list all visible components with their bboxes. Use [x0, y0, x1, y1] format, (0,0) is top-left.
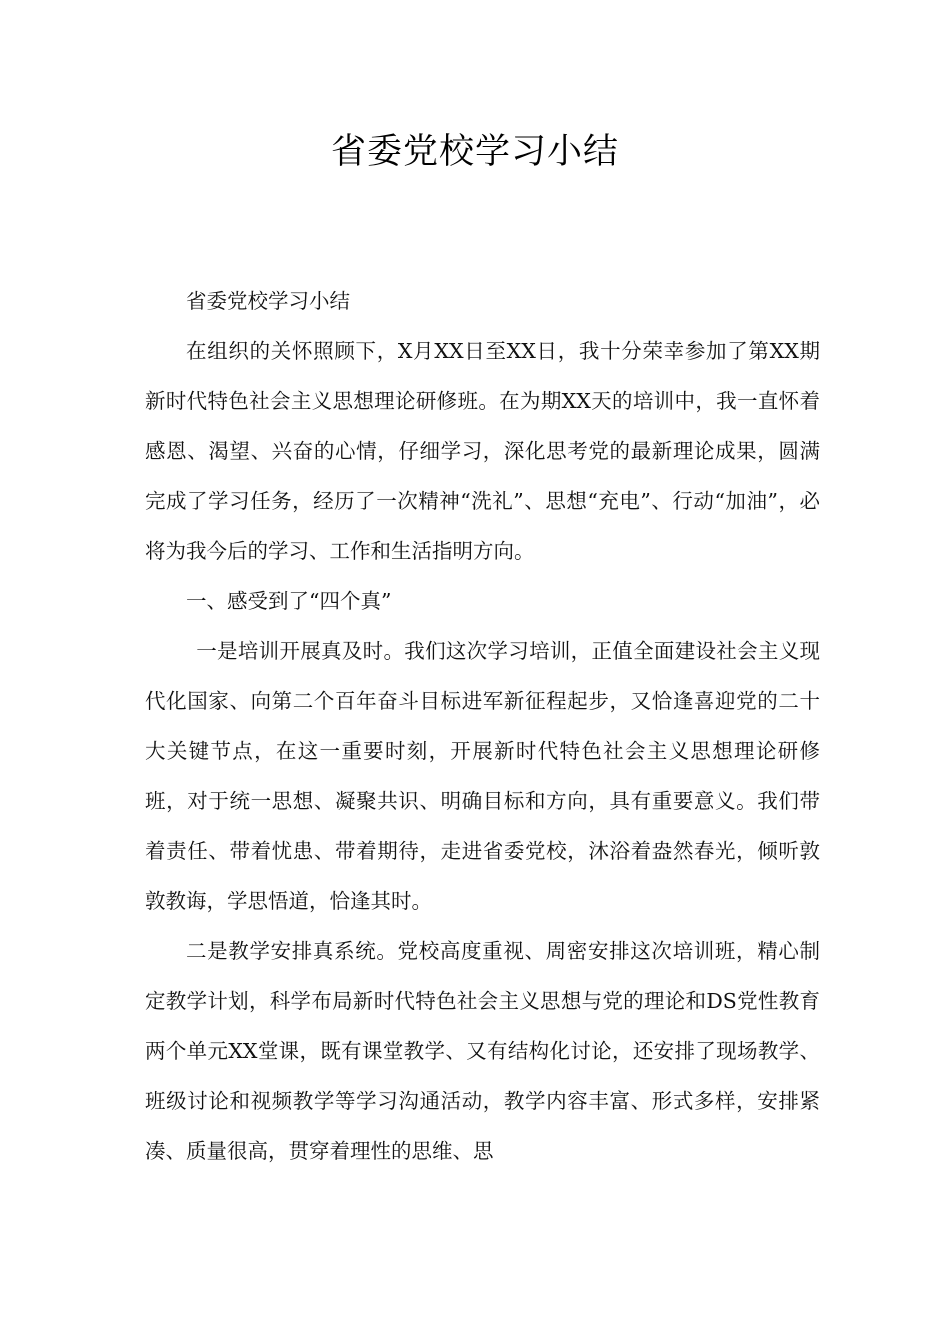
paragraph-intro: 在组织的关怀照顾下，X月XX日至XX日，我十分荣幸参加了第XX期新时代特色社会主义思想理论研修班。在为期XX天的培训中，我一直怀着感恩、渴望、兴奋的心情，仔细学习，深化思考党的最新理论成果，圆满完成了学习任务，经历了一次精神“洗礼”、思想“充电”、行动“加油”，必将为我今后的学习、工作和生活指明方向。: [145, 339, 820, 563]
paragraph-heading: 省委党校学习小结: [186, 289, 350, 313]
paragraph-point-1: 一是培训开展真及时。我们这次学习培训，正值全面建设社会主义现代化国家、向第二个百年奋斗目标进军新征程起步，又恰逢喜迎党的二十大关键节点，在这一重要时刻，开展新时代特色社会主义思想理论研修班，对于统一思想、凝聚共识、明确目标和方向，具有重要意义。我们带着责任、带着忧患、带着期待，走进省委党校，沐浴着盎然春光，倾听敦敦教诲，学思悟道，恰逢其时。: [145, 639, 820, 913]
document-title: 省委党校学习小结: [330, 132, 619, 172]
section-heading-1: 一、感受到了“四个真”: [186, 589, 392, 613]
document-body: [145, 276, 820, 1176]
paragraph-point-2: 二是教学安排真系统。党校高度重视、周密安排这次培训班，精心制定教学计划，科学布局新时代特色社会主义思想与党的理论和DS党性教育两个单元XX堂课，既有课堂教学、又有结构化讨论，还安排了现场教学、班级讨论和视频教学等学习沟通活动，教学内容丰富、形式多样，安排紧凑、质量很高，贯穿着理性的思维、思: [145, 939, 820, 1163]
